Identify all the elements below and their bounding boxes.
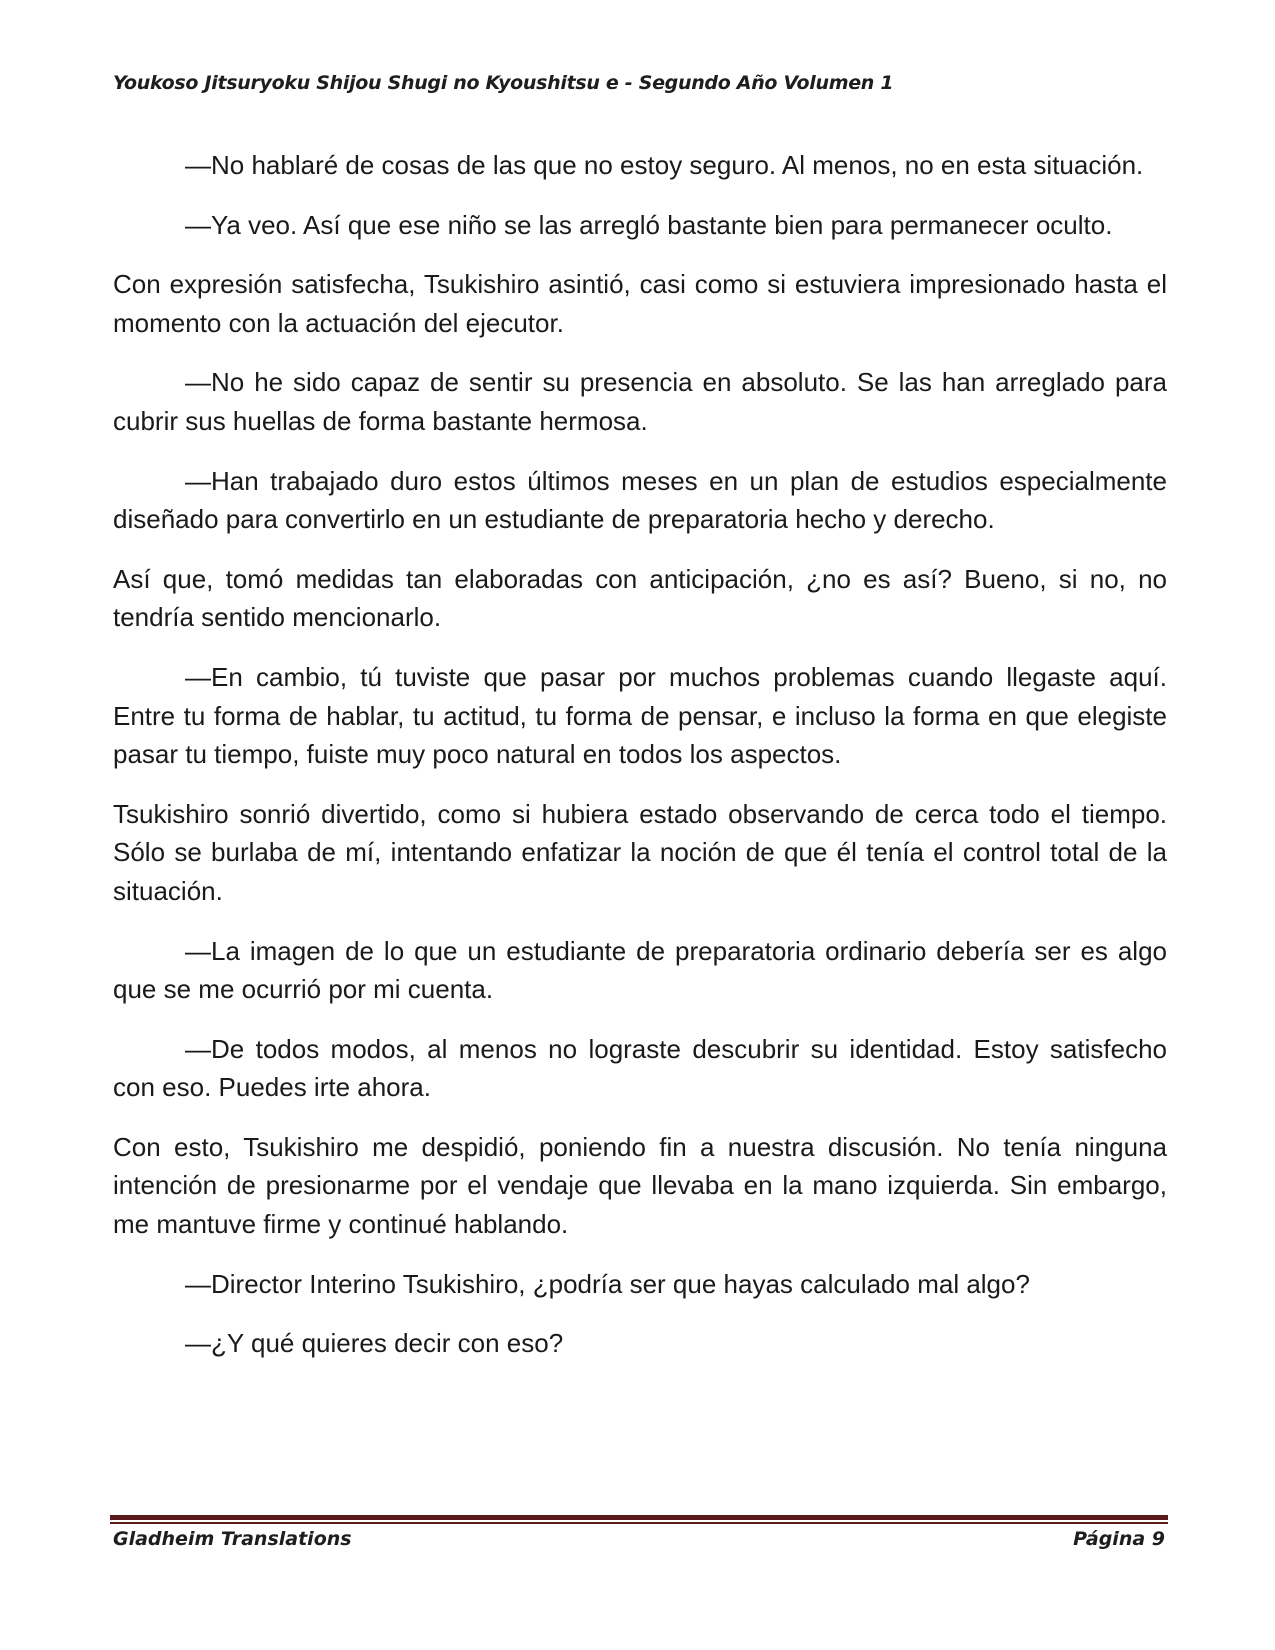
paragraph-13: —¿Y qué quieres decir con eso? [185, 1328, 564, 1359]
footer-credit: Gladheim Translations [113, 1528, 352, 1550]
paragraph-11: Con esto, Tsukishiro me despidió, poniendo fin a nuestra discusión. No tenía ninguna intención de presionarme por el vendaje que llevaba en la mano izquierda. Sin embargo, me mantuve firme y continué hablando. [113, 1131, 1167, 1240]
paragraph-4: —No he sido capaz de sentir su presencia en absoluto. Se las han arreglado para cubrir sus huellas de forma bastante hermosa. [113, 367, 1167, 436]
paragraph-3: Con expresión satisfecha, Tsukishiro asintió, casi como si estuviera impresionado hasta el momento con la actuación del ejecutor. [113, 269, 1167, 338]
paragraph-7: —En cambio, tú tuviste que pasar por muchos problemas cuando llegaste aquí. Entre tu forma de hablar, tu actitud, tu forma de pensar, e incluso la forma en que elegiste pasar tu tiempo, fuiste muy poco natural en todos los aspectos. [113, 661, 1167, 770]
page-body [113, 146, 1167, 1384]
page-number: Página 9 [1073, 1528, 1165, 1550]
paragraph-8: Tsukishiro sonrió divertido, como si hubiera estado observando de cerca todo el tiempo. Sólo se burlaba de mí, intentando enfatizar la noción de que él tenía el control total de la situación. [113, 798, 1167, 906]
paragraph-12: —Director Interino Tsukishiro, ¿podría ser que hayas calculado mal algo? [185, 1268, 1030, 1299]
running-header: Youkoso Jitsuryoku Shijou Shugi no Kyoushitsu e - Segundo Año Volumen 1 [113, 72, 894, 94]
paragraph-9: —La imagen de lo que un estudiante de preparatoria ordinario debería ser es algo que se me ocurrió por mi cuenta. [113, 935, 1167, 1005]
footer-divider-thin [110, 1522, 1168, 1524]
paragraph-10: —De todos modos, al menos no lograste descubrir su identidad. Estoy satisfecho con eso. Puedes irte ahora. [113, 1033, 1167, 1103]
paragraph-5: —Han trabajado duro estos últimos meses en un plan de estudios especialmente diseñado para convertirlo en un estudiante de preparatoria hecho y derecho. [113, 465, 1167, 535]
paragraph-6: Así que, tomó medidas tan elaboradas con anticipación, ¿no es así? Bueno, si no, no tendría sentido mencionarlo. [113, 563, 1167, 633]
paragraph-1: —No hablaré de cosas de las que no estoy seguro. Al menos, no en esta situación. [185, 150, 1144, 180]
paragraph-2: —Ya veo. Así que ese niño se las arregló bastante bien para permanecer oculto. [185, 209, 1113, 240]
footer-divider [110, 1515, 1168, 1524]
footer-divider-thick [110, 1515, 1168, 1520]
